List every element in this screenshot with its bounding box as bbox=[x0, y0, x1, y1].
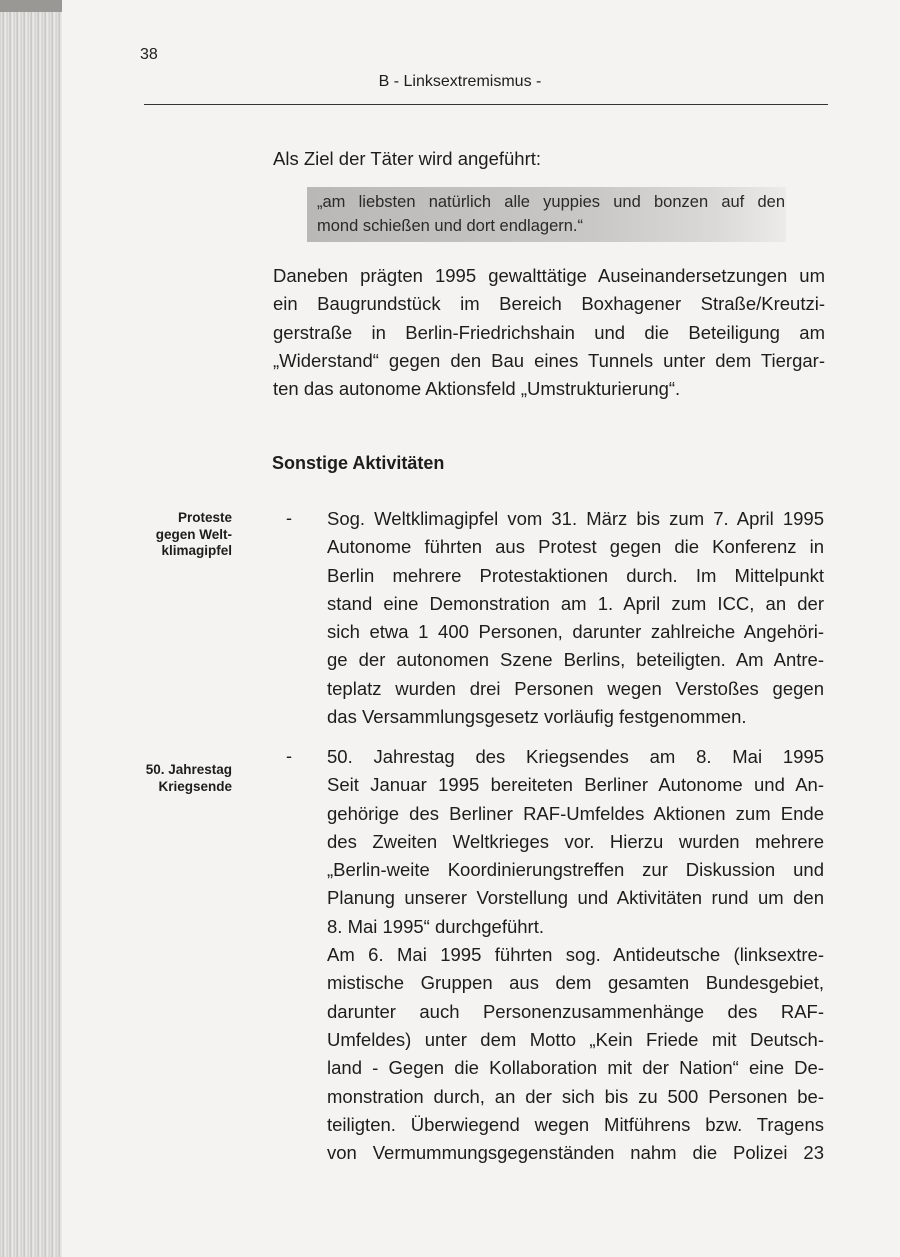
item-line: Berlin mehrere Protestaktionen durch. Im Mittelpunkt bbox=[327, 564, 824, 586]
item-line: Am 6. Mai 1995 führten sog. Antideutsche (linksextre- bbox=[327, 944, 824, 966]
item-line: Seit Januar 1995 bereiteten Berliner Autonome und An- bbox=[327, 774, 824, 796]
item-line: darunter auch Personenzusammenhänge des RAF- bbox=[327, 1000, 824, 1022]
item-line: mistische Gruppen aus dem gesamten Bundesgebiet, bbox=[327, 972, 824, 994]
paragraph-line: gerstraße in Berlin-Friedrichshain und die Beteiligung am bbox=[273, 321, 825, 343]
item-line: Sog. Weltklimagipfel vom 31. März bis zum 7. April 1995 bbox=[327, 508, 824, 529]
item-line: stand eine Demonstration am 1. April zum ICC, an der bbox=[327, 592, 824, 614]
item-line: sich etwa 1 400 Personen, darunter zahlreiche Angehöri- bbox=[327, 621, 824, 643]
margin-note-kriegsende: 50. Jahrestag Kriegsende bbox=[145, 762, 232, 794]
section-heading: Sonstige Aktivitäten bbox=[272, 453, 445, 473]
item-line: Planung unserer Vorstellung und Aktivitäten rund um den bbox=[327, 887, 824, 909]
item-line: ge der autonomen Szene Berlins, beteiligten. Am Antre- bbox=[327, 649, 824, 671]
list-dash: - bbox=[286, 746, 292, 766]
paragraph-line: ten das autonome Aktionsfeld „Umstrukturierung“. bbox=[273, 378, 681, 400]
item-line: monstration durch, an der sich bis zu 500 Personen be- bbox=[327, 1085, 824, 1107]
item-kriegsende-text bbox=[327, 743, 824, 1167]
item-line: teiligten. Überwiegend wegen Mitführens bzw. Tragens bbox=[327, 1113, 824, 1135]
paragraph-line: „Widerstand“ gegen den Bau eines Tunnels unter dem Tiergar- bbox=[273, 349, 825, 371]
paragraph-umstrukturierung bbox=[273, 262, 825, 403]
intro-text: Als Ziel der Täter wird angeführt: bbox=[273, 148, 542, 169]
item-line: gehörige des Berliner RAF-Umfeldes Aktionen zum Ende bbox=[327, 802, 824, 824]
running-header: B - Linksextremismus - bbox=[378, 73, 542, 90]
item-line: „Berlin-weite Koordinierungstreffen zur Diskussion und bbox=[327, 859, 824, 881]
item-line: das Versammlungsgesetz vorläufig festgenommen. bbox=[327, 706, 747, 728]
item-line: teplatz wurden drei Personen wegen Verstoßes gegen bbox=[327, 677, 824, 699]
quote-line: mond schießen und dort endlagern.“ bbox=[317, 217, 583, 235]
paragraph-line: Daneben prägten 1995 gewalttätige Auseinandersetzungen um bbox=[273, 265, 825, 286]
page-number: 38 bbox=[140, 46, 158, 63]
item-line: Autonome führten aus Protest gegen die Konferenz in bbox=[327, 536, 824, 558]
margin-note-weltklimagipfel: Proteste gegen Welt- klimagipfel bbox=[155, 510, 232, 558]
item-line: Umfeldes) unter dem Motto „Kein Friede mit Deutsch- bbox=[327, 1028, 824, 1050]
paragraph-line: ein Baugrundstück im Bereich Boxhagener Straße/Kreutzi- bbox=[273, 293, 825, 315]
header-rule bbox=[144, 104, 828, 105]
item-line: von Vermummungsgegenständen nahm die Polizei 23 bbox=[327, 1142, 824, 1164]
quote bbox=[317, 190, 785, 238]
list-dash: - bbox=[286, 508, 292, 528]
item-line: des Zweiten Weltkrieges vor. Hierzu wurden mehrere bbox=[327, 830, 824, 852]
page-edge-corner bbox=[0, 0, 62, 12]
quote-line: „am liebsten natürlich alle yuppies und bonzen auf den bbox=[317, 193, 785, 211]
item-line: land - Gegen die Kollaboration mit der Nation“ eine De- bbox=[327, 1057, 824, 1079]
page-edge bbox=[0, 0, 62, 1257]
item-weltklimagipfel-text bbox=[327, 505, 824, 731]
item-line: 8. Mai 1995“ durchgeführt. bbox=[327, 915, 544, 937]
item-line: 50. Jahrestag des Kriegsendes am 8. Mai 1995 bbox=[327, 746, 824, 767]
